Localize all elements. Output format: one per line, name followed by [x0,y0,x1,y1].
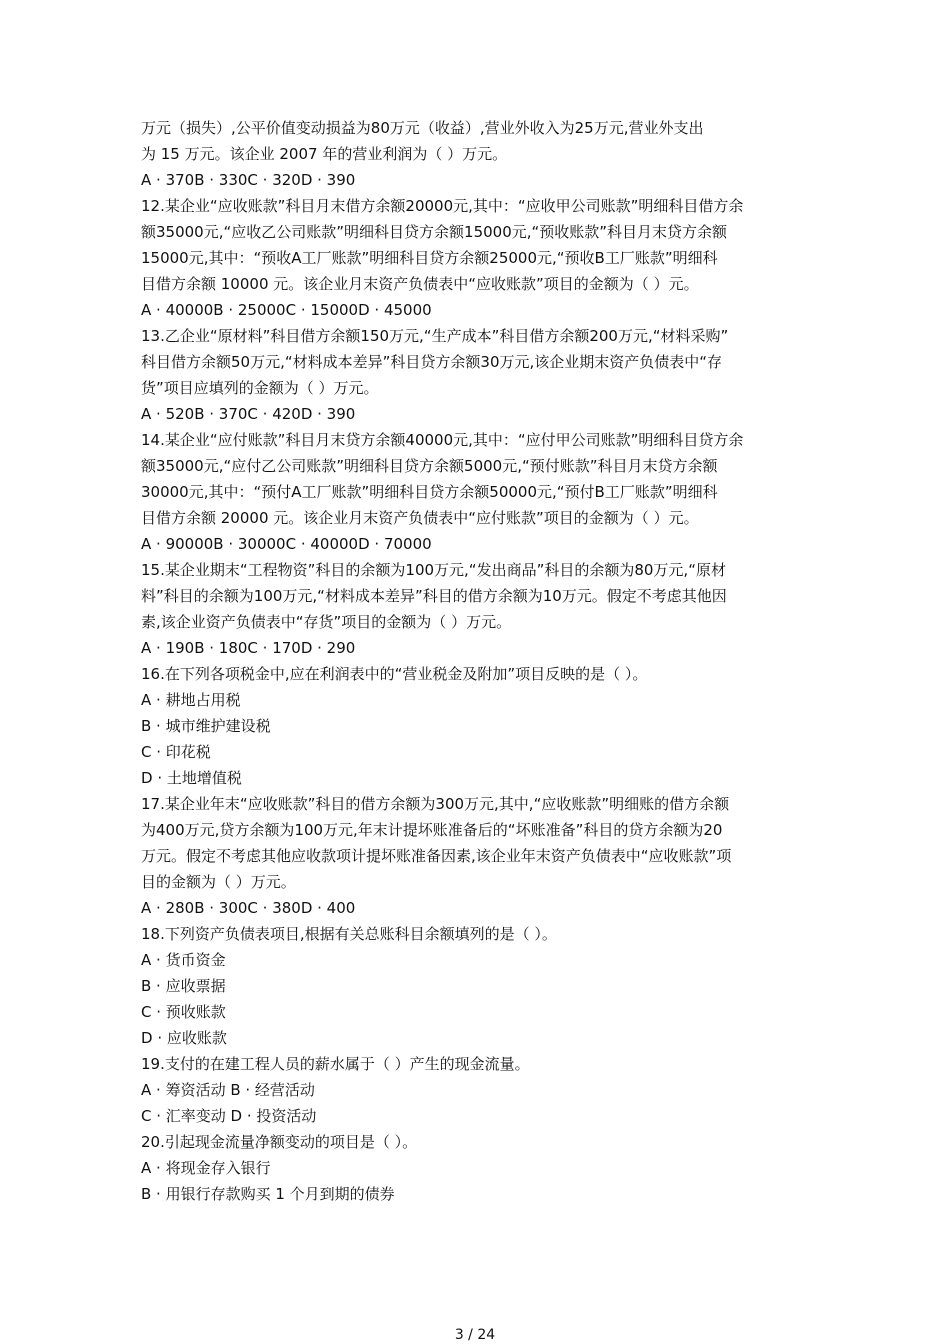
text-line: 18.下列资产负债表项目,根据有关总账科目余额填列的是（ ）。 [141,925,557,943]
text-line: 目借方余额 20000 元。该企业月末资产负债表中“应付账款”项目的金额为（ ）元。 [141,509,699,527]
text-line: A · 货币资金 [141,951,226,969]
text-line: 素,该企业资产负债表中“存货”项目的金额为（ ）万元。 [141,613,512,631]
text-line: 万元。假定不考虑其他应收款项计提坏账准备因素,该企业年末资产负债表中“应收账款”项 [141,847,732,865]
text-line: B · 应收票据 [141,977,226,995]
text-line: 16.在下列各项税金中,应在利润表中的“营业税金及附加”项目反映的是（ ）。 [141,665,648,683]
page-number: 3 / 24 [454,1327,496,1343]
text-line: 目的金额为（ ）万元。 [141,873,296,891]
text-line: A · 40000B · 25000C · 15000D · 45000 [141,301,432,319]
text-line: A · 190B · 180C · 170D · 290 [141,639,356,657]
text-line: C · 汇率变动 D · 投资活动 [141,1107,317,1125]
text-line: D · 土地增值税 [141,769,242,787]
text-line: 料”科目的余额为100万元,“材料成本差异”科目的借方余额为10万元。假定不考虑其他因 [141,587,727,605]
text-line: 为 15 万元。该企业 2007 年的营业利润为（ ）万元。 [141,145,508,163]
text-line: 额35000元,“应付乙公司账款”明细科目贷方余额5000元,“预付账款”科目月末贷方余额 [141,457,718,475]
text-line: 14.某企业“应付账款”科目月末贷方余额40000元,其中：“应付甲公司账款”明细科目贷方余 [141,431,744,449]
text-line: 目借方余额 10000 元。该企业月末资产负债表中“应收账款”项目的金额为（ ）元。 [141,275,699,293]
text-line: 货”项目应填列的金额为（ ）万元。 [141,379,379,397]
text-line: 13.乙企业“原材料”科目借方余额150万元,“生产成本”科目借方余额200万元,“材料采购” [141,327,729,345]
text-line: 30000元,其中：“预付A工厂账款”明细科目贷方余额50000元,“预付B工厂账款”明细科 [141,483,718,501]
document-body [141,115,801,1207]
text-line: 19.支付的在建工程人员的薪水属于（ ）产生的现金流量。 [141,1055,530,1073]
text-line: D · 应收账款 [141,1029,227,1047]
text-line: A · 将现金存入银行 [141,1159,271,1177]
text-line: 额35000元,“应收乙公司账款”明细科目贷方余额15000元,“预收账款”科目月末贷方余额 [141,223,728,241]
text-line: 为400万元,贷方余额为100万元,年末计提坏账准备后的“坏账准备”科目的贷方余额为20 [141,821,723,839]
text-line: 12.某企业“应收账款”科目月末借方余额20000元,其中：“应收甲公司账款”明细科目借方余 [141,197,744,215]
text-line: A · 280B · 300C · 380D · 400 [141,899,356,917]
text-line: C · 预收账款 [141,1003,226,1021]
text-line: A · 520B · 370C · 420D · 390 [141,405,356,423]
text-line: 15000元,其中：“预收A工厂账款”明细科目贷方余额25000元,“预收B工厂账款”明细科 [141,249,718,267]
text-line: B · 城市维护建设税 [141,717,271,735]
text-line: A · 90000B · 30000C · 40000D · 70000 [141,535,432,553]
text-line: C · 印花税 [141,743,211,761]
text-line: 15.某企业期末“工程物资”科目的余额为100万元,“发出商品”科目的余额为80万元,“原材 [141,561,726,579]
text-line: A · 耕地占用税 [141,691,241,709]
text-line: B · 用银行存款购买 1 个月到期的债券 [141,1185,395,1203]
text-line: 科目借方余额50万元,“材料成本差异”科目贷方余额30万元,该企业期末资产负债表中“存 [141,353,723,371]
text-line: 20.引起现金流量净额变动的项目是（ ）。 [141,1133,418,1151]
text-line: A · 370B · 330C · 320D · 390 [141,171,356,189]
text-line: A · 筹资活动 B · 经营活动 [141,1081,315,1099]
text-line: 17.某企业年末“应收账款”科目的借方余额为300万元,其中,“应收账款”明细账的借方余额 [141,795,730,813]
text-line: 万元（损失）,公平价值变动损益为80万元（收益）,营业外收入为25万元,营业外支出 [141,119,704,137]
